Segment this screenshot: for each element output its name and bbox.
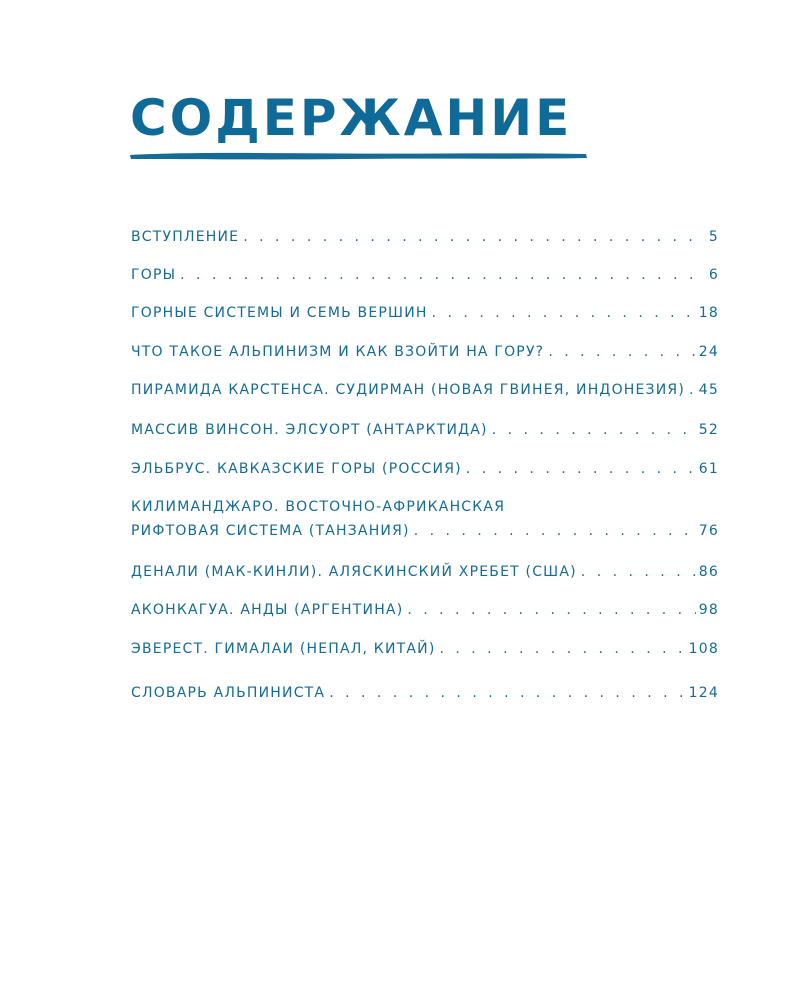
toc-entry[interactable] — [131, 460, 719, 479]
toc-leader-dots — [466, 460, 696, 479]
toc-entry-title: ДЕНАЛИ (МАК-КИНЛИ). АЛЯСКИНСКИЙ ХРЕБЕТ (США) — [131, 564, 577, 580]
toc-page-number: 61 — [698, 461, 719, 477]
toc-page-number: 6 — [708, 267, 719, 283]
toc-leader-dots — [548, 343, 695, 362]
toc-page-number: 52 — [698, 422, 719, 438]
toc-entry-title: МАССИВ ВИНСОН. ЭЛСУОРТ (АНТАРКТИДА) — [131, 422, 488, 438]
toc-leader-dots — [492, 421, 696, 440]
toc-page-number: 18 — [698, 305, 719, 321]
toc-page-number: 24 — [698, 344, 719, 360]
toc-leader-dots — [689, 381, 696, 400]
page-title: СОДЕРЖАНИЕ — [130, 89, 573, 147]
toc-page-number: 108 — [688, 641, 719, 657]
toc-entry[interactable] — [131, 421, 719, 440]
toc-entry-title: ГОРНЫЕ СИСТЕМЫ И СЕМЬ ВЕРШИН — [131, 305, 428, 321]
toc-entry[interactable] — [131, 381, 719, 400]
toc-leader-dots — [439, 640, 685, 659]
toc-entry-title: СЛОВАРЬ АЛЬПИНИСТА — [131, 685, 326, 701]
toc-entry[interactable] — [131, 266, 719, 285]
toc-leader-dots — [432, 304, 696, 323]
toc-leader-dots — [329, 684, 685, 703]
toc-entry-title: ПИРАМИДА КАРСТЕНСА. СУДИРМАН (НОВАЯ ГВИНЕЯ, ИНДОНЕЗИЯ) — [131, 382, 685, 398]
toc-entry-title: ЭВЕРЕСТ. ГИМАЛАИ (НЕПАЛ, КИТАЙ) — [131, 641, 436, 657]
toc-entry-title: ВСТУПЛЕНИЕ — [131, 229, 240, 245]
toc-page-number: 5 — [708, 229, 719, 245]
toc-leader-dots — [180, 266, 706, 285]
toc-page-number: 124 — [688, 685, 719, 701]
toc-entry-title-line1: КИЛИМАНДЖАРО. ВОСТОЧНО-АФРИКАНСКАЯ — [131, 499, 506, 515]
toc-entry[interactable] — [131, 601, 719, 620]
toc-leader-dots — [243, 228, 706, 247]
toc-entry[interactable] — [131, 343, 719, 362]
toc-entry[interactable] — [131, 304, 719, 323]
toc-leader-dots — [414, 522, 696, 541]
toc-entry-title: ЧТО ТАКОЕ АЛЬПИНИЗМ И КАК ВЗОЙТИ НА ГОРУ? — [131, 344, 545, 360]
toc-entry-title: ГОРЫ — [131, 267, 177, 283]
toc-page-number: 45 — [698, 382, 719, 398]
toc-page-number: 98 — [698, 602, 719, 618]
toc-entry-title: ЭЛЬБРУС. КАВКАЗСКИЕ ГОРЫ (РОССИЯ) — [131, 461, 462, 477]
toc-leader-dots — [581, 563, 696, 582]
title-underline — [128, 150, 588, 162]
toc-entry-title: АКОНКАГУА. АНДЫ (АРГЕНТИНА) — [131, 602, 404, 618]
toc-page-number: 76 — [698, 523, 719, 539]
toc-page-number: 86 — [698, 564, 719, 580]
toc-leader-dots — [407, 601, 695, 620]
toc-entry[interactable] — [131, 684, 719, 703]
toc-entry[interactable] — [131, 563, 719, 582]
toc-entry[interactable] — [131, 640, 719, 659]
toc-entry[interactable] — [131, 498, 719, 541]
toc-entry-title: РИФТОВАЯ СИСТЕМА (ТАНЗАНИЯ) — [131, 523, 410, 539]
toc-entry[interactable] — [131, 228, 719, 247]
